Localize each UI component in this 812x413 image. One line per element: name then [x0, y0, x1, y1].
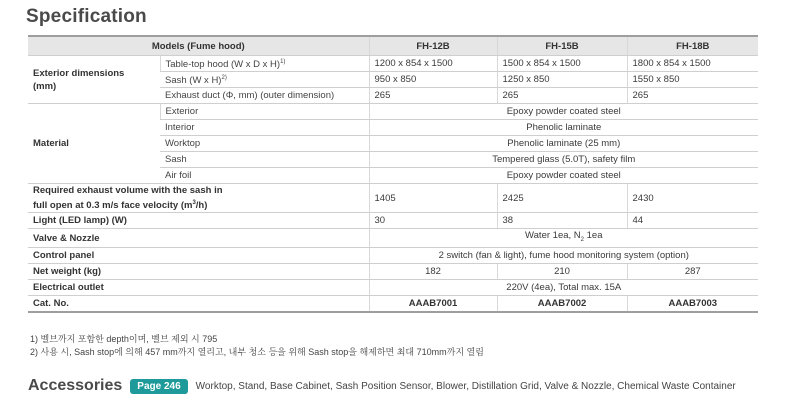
table-cell: 30 [369, 213, 497, 229]
table-cell: 1800 x 854 x 1500 [627, 56, 758, 72]
electrical-outlet-value: 220V (4ea), Total max. 15A [369, 280, 758, 296]
accessories-section [28, 377, 736, 395]
table-cell: 950 x 850 [369, 72, 497, 88]
models-header: Models (Fume hood) [28, 36, 369, 56]
exhaust-volume-line1: Required exhaust volume with the sash in [33, 185, 223, 197]
exhaust-volume-line2: full open at 0.3 m/s face velocity (m [33, 200, 193, 212]
sash-dimension-text: Sash (W x H) [165, 75, 222, 87]
footnotes [30, 333, 484, 359]
material-row-value: Phenolic laminate [369, 120, 758, 136]
exterior-label-line2: (mm) [33, 80, 57, 92]
page-title: Specification [26, 6, 147, 27]
exterior-label-line1: Exterior dimensions [33, 67, 125, 79]
table-cell: 38 [497, 213, 627, 229]
material-row-label: Worktop [160, 136, 369, 152]
accessories-page-badge[interactable]: Page 246 [130, 379, 187, 394]
model-fh-15b-header: FH-15B [497, 36, 627, 56]
table-row [28, 280, 758, 296]
material-row-value: Epoxy powder coated steel [369, 168, 758, 184]
cat-no-cell: AAAB7002 [497, 296, 627, 313]
material-row-value: Phenolic laminate (25 mm) [369, 136, 758, 152]
table-row [28, 184, 758, 213]
material-row-label: Sash [160, 152, 369, 168]
table-top-hood-label [160, 56, 369, 72]
material-row-label: Exterior [160, 104, 369, 120]
valve-nozzle-label: Valve & Nozzle [28, 229, 369, 248]
table-header-row [28, 36, 758, 56]
footnote-2-ref: 2) [221, 75, 227, 82]
cat-no-cell: AAAB7003 [627, 296, 758, 313]
model-fh-18b-header: FH-18B [627, 36, 758, 56]
table-cell: 265 [369, 88, 497, 104]
table-cell: 1405 [369, 184, 497, 213]
table-cell: 265 [627, 88, 758, 104]
table-cell: 2425 [497, 184, 627, 213]
table-cell: 1200 x 854 x 1500 [369, 56, 497, 72]
table-row [28, 248, 758, 264]
table-cell: 1500 x 854 x 1500 [497, 56, 627, 72]
table-cell: 44 [627, 213, 758, 229]
control-panel-value: 2 switch (fan & light), fume hood monitoring system (option) [369, 248, 758, 264]
control-panel-label: Control panel [28, 248, 369, 264]
cat-no-label: Cat. No. [28, 296, 369, 313]
accessories-title: Accessories [28, 377, 123, 394]
material-label: Material [28, 104, 160, 184]
material-row-label: Air foil [160, 168, 369, 184]
material-row-label: Interior [160, 120, 369, 136]
footnote-1: 1) 벨브까지 포함한 depth이며, 벨브 제외 시 795 [30, 334, 218, 344]
accessories-list: Worktop, Stand, Base Cabinet, Sash Position Sensor, Blower, Distillation Grid, Valve & Nozzle, Chemical Waste Container [195, 380, 736, 392]
valve-text-post: 1ea [584, 230, 603, 242]
subscript-2: 2 [580, 237, 584, 244]
table-row [28, 296, 758, 313]
exhaust-volume-label [28, 184, 369, 213]
table-cell: 182 [369, 264, 497, 280]
model-fh-12b-header: FH-12B [369, 36, 497, 56]
specification-table [28, 35, 758, 313]
table-row [28, 104, 758, 120]
footnote-1-ref: 1) [280, 59, 286, 65]
table-cell: 265 [497, 88, 627, 104]
exhaust-duct-label: Exhaust duct (Φ, mm) (outer dimension) [160, 88, 369, 104]
table-row [28, 229, 758, 248]
sash-dimension-label [160, 72, 369, 88]
cat-no-cell: AAAB7001 [369, 296, 497, 313]
valve-text: Water 1ea, N [525, 230, 581, 242]
table-cell: 210 [497, 264, 627, 280]
table-cell: 287 [627, 264, 758, 280]
table-top-hood-text: Table-top hood (W x D x H) [165, 59, 281, 71]
table-row [28, 213, 758, 229]
light-label: Light (LED lamp) (W) [28, 213, 369, 229]
table-row [28, 264, 758, 280]
footnote-2: 2) 사용 시, Sash stop에 의해 457 mm까지 열리고, 내부 청소 등을 위해 Sash stop을 해제하면 최대 710mm까지 열림 [30, 347, 484, 357]
table-cell: 2430 [627, 184, 758, 213]
material-row-value: Epoxy powder coated steel [369, 104, 758, 120]
exhaust-volume-unit: /h) [195, 200, 208, 212]
electrical-outlet-label: Electrical outlet [28, 280, 369, 296]
table-cell: 1250 x 850 [497, 72, 627, 88]
table-row [28, 56, 758, 72]
valve-nozzle-value [369, 229, 758, 248]
exterior-dimensions-label [28, 56, 160, 104]
net-weight-label: Net weight (kg) [28, 264, 369, 280]
superscript-3: 3 [192, 200, 196, 207]
material-row-value: Tempered glass (5.0T), safety film [369, 152, 758, 168]
table-cell: 1550 x 850 [627, 72, 758, 88]
